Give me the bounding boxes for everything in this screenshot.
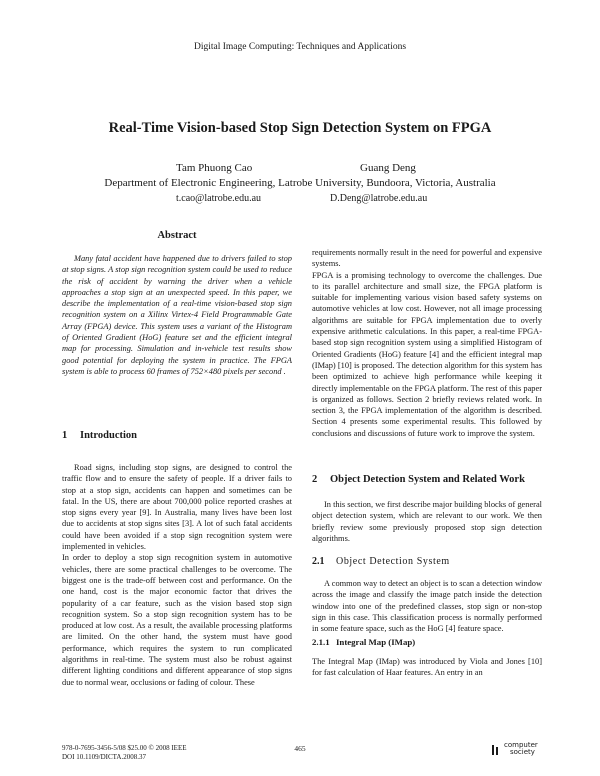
- abstract-heading: Abstract: [157, 230, 197, 241]
- section-title: Introduction: [80, 430, 137, 441]
- author-name: Guang Deng: [360, 162, 416, 174]
- subsection-heading: [312, 556, 450, 567]
- paragraph: In this section, we first describe major building blocks of general object detection system, which are relevant to our work. We then briefly review some previously proposed stop sign detection algorithms.: [312, 500, 542, 543]
- paragraph: FPGA is a promising technology to overcome the challenges. Due to its parallel architecture and small size, the FPGA platform is suitable for implementing various vision based safety systems on automotive vehicles at low cost. However, not all image processing algorithms are suitable for FPGA implementation due to overly expensive arithmetic calculations. In this paper, a real-time FPGA-based stop sign recognition system using a simplified Histogram of Oriented Gradients (HoG) feature [4] and the efficient integral map (IMap) [10] is proposed. The detection algorithm for this system has been optimized to achieve high performance while keeping it directly implementable on the FPGA platform. The rest of this paper is organized as follows. Section 2 briefly reviews related work. In section 3, the FPGA implementation of the algorithm is described. Section 4 presents some experimental results. This followed by conclusions and discussions of future work to improve the system.: [312, 270, 542, 438]
- logo-text-line: society: [510, 748, 535, 756]
- section-heading: [62, 430, 137, 441]
- author-email: D.Deng@latrobe.edu.au: [330, 193, 428, 204]
- subsection-number: 2.1: [312, 556, 325, 567]
- paragraph: In order to deploy a stop sign recognition system in automotive vehicles, there are some practical challenges to be overcome. The biggest one is the trade-off between cost and performance. On the one hand, cost is the major economic factor that drives the popularity of a car feature, such as the vision based stop sign recognition system. So a stop sign recognition system has to be produced at low cost. As a result, the available processing platforms are limited. On the other hand, the system must have good performance, which requires the system to run complicated algorithms in real-time. The system must also be robust against different lighting conditions and different appearance of stop signs due to normal wear, occlusions or fading of colour. These: [62, 553, 292, 687]
- paragraph: A common way to detect an object is to scan a detection window across the image and classify the image patch inside the detection window into one of the predefined classes, stop sign or non-stop sign in this case. This classification process is normally performed in some feature space, such as the HoG [4] feature space.: [312, 579, 542, 634]
- section-heading: [312, 474, 525, 485]
- right-column-continuation: [312, 247, 542, 439]
- logo-text-line: computer: [504, 741, 538, 749]
- subsubsection-number: 2.1.1: [312, 637, 330, 647]
- doi-line: DOI 10.1109/DICTA.2008.37: [62, 752, 146, 761]
- page-number: 465: [294, 744, 306, 753]
- paragraph: requirements normally result in the need for powerful and expensive systems.: [312, 248, 542, 269]
- section-body: [312, 499, 542, 544]
- author-email: t.cao@latrobe.edu.au: [176, 193, 262, 204]
- author-name: Tam Phuong Cao: [176, 162, 253, 174]
- subsection-title: Object Detection System: [336, 556, 450, 567]
- paper-title: Real-Time Vision-based Stop Sign Detection System on FPGA: [108, 120, 492, 136]
- subsubsection-title: Integral Map (IMap): [336, 637, 416, 647]
- abstract-text: Many fatal accident have happened due to drivers failed to stop at stop signs. A stop sign recognition system could be used to reduce the risk of accident by warning the driver when a vehicle approaches a stop sign at an unexpected speed. In this paper, we describe the implementation of a real-time vision-based stop sign recognition system on a Xilinx Virtex-4 Field Programmable Gate Array (FPGA) device. This system uses a variant of the Histogram of Oriented Gradient (HoG) feature set and the efficient integral map for processing. Simulation and in-vehicle test results show good potential for deploying the system in practice. The FPGA system is able to process 60 frames of 752×480 pixels per second .: [62, 254, 292, 376]
- subsection-body: [312, 578, 542, 634]
- subsubsection-body: [312, 656, 542, 679]
- logo-mark-icon: [490, 744, 504, 758]
- section-number: 2: [312, 474, 318, 485]
- running-header: Digital Image Computing: Techniques and Applications: [193, 42, 407, 52]
- paragraph: Road signs, including stop signs, are designed to control the traffic flow and to ensure the safety of people. If a driver fails to stop at a stop sign, accidents can happen and sometimes can be fatal. In the US, there are about 700,000 police reported crashes at stop signs every year [9]. In Australia, many lives have been lost due to accidents at stop signs sites [3]. A lot of such fatal accidents could have been avoided if a stop sign recognition system were implemented in vehicles.: [62, 463, 292, 552]
- section-number: 1: [62, 430, 68, 441]
- isbn-line: 978-0-7695-3456-5/08 $25.00 © 2008 IEEE: [62, 744, 187, 752]
- introduction-body: [62, 462, 292, 688]
- paragraph: The Integral Map (IMap) was introduced by Viola and Jones [10] for fast calculation of Haar features. An entry in an: [312, 657, 542, 678]
- logo-text: [504, 742, 538, 756]
- author-affiliation: Department of Electronic Engineering, Latrobe University, Bundoora, Victoria, Australia: [104, 177, 496, 189]
- subsubsection-heading: [312, 637, 415, 647]
- abstract-body: [62, 253, 292, 377]
- computer-society-logo: [490, 742, 542, 766]
- section-title: Object Detection System and Related Work: [330, 474, 525, 485]
